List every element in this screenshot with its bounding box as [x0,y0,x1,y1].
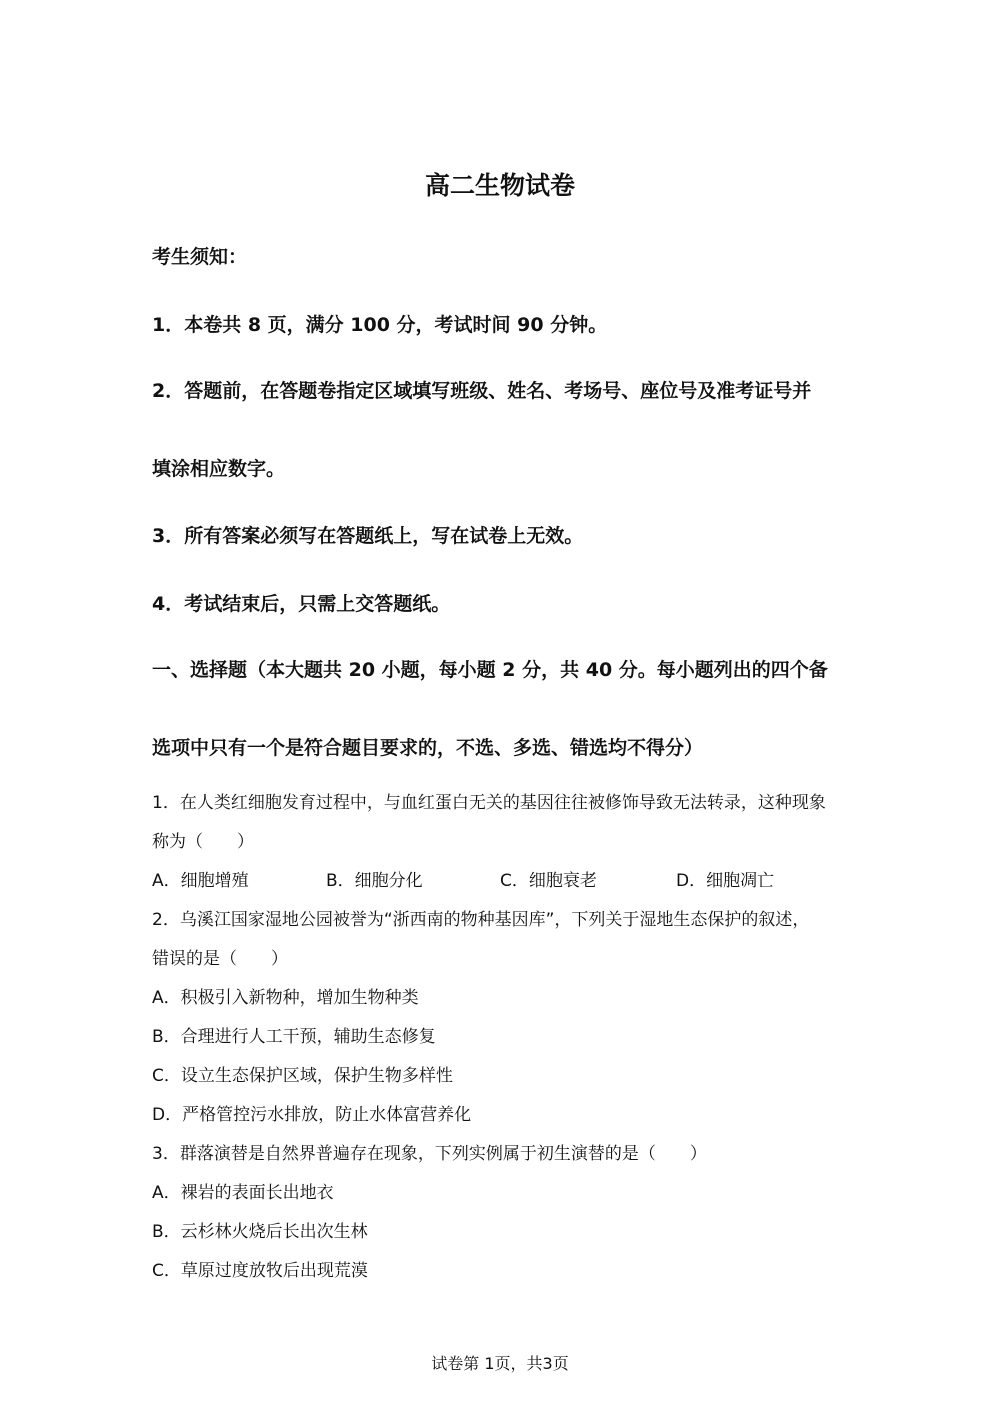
notice-item: 1．本卷共 8 页，满分 100 分，考试时间 90 分钟。 [152,314,608,336]
option-c: C．细胞衰老 [500,871,597,891]
page-title: 高二生物试卷 [424,171,575,200]
question-stem-continuation: 错误的是（ ） [152,949,288,969]
notice-heading: 考生须知： [152,246,248,268]
notice-item: 4．考试结束后，只需上交答题纸。 [152,593,451,615]
option-b: B．合理进行人工干预，辅助生态修复 [152,1027,436,1047]
option-a: A．积极引入新物种，增加生物种类 [152,988,419,1008]
option-b: B．云杉林火烧后长出次生林 [152,1222,368,1242]
option-c: C．草原过度放牧后出现荒漠 [152,1261,368,1281]
option-d: D．严格管控污水排放，防止水体富营养化 [152,1105,472,1125]
option-a: A．细胞增殖 [152,871,249,891]
question-stem: 2．乌溪江国家湿地公园被誉为“浙西南的物种基因库”，下列关于湿地生态保护的叙述， [152,910,810,930]
question-stem: 3．群落演替是自然界普遍存在现象，下列实例属于初生演替的是（ ） [152,1144,707,1164]
notice-item: 2．答题前，在答题卷指定区域填写班级、姓名、考场号、座位号及准考证号并 [152,380,812,402]
option-a: A．裸岩的表面长出地衣 [152,1183,334,1203]
notice-item: 3．所有答案必须写在答题纸上，写在试卷上无效。 [152,525,584,547]
section-heading: 一、选择题（本大题共 20 小题，每小题 2 分，共 40 分。每小题列出的四个备 [152,659,828,681]
question-stem-continuation: 称为（ ） [152,832,254,852]
option-b: B．细胞分化 [326,871,423,891]
section-heading-continuation: 选项中只有一个是符合题目要求的，不选、多选、错选均不得分） [152,737,704,759]
option-d: D．细胞凋亡 [676,871,775,891]
notice-item-continuation: 填涂相应数字。 [152,458,286,480]
option-c: C．设立生态保护区域，保护生物多样性 [152,1066,453,1086]
question-stem: 1．在人类红细胞发育过程中，与血红蛋白无关的基因往往被修饰导致无法转录，这种现象 [152,793,826,813]
page-footer: 试卷第 1页，共3页 [431,1354,569,1373]
